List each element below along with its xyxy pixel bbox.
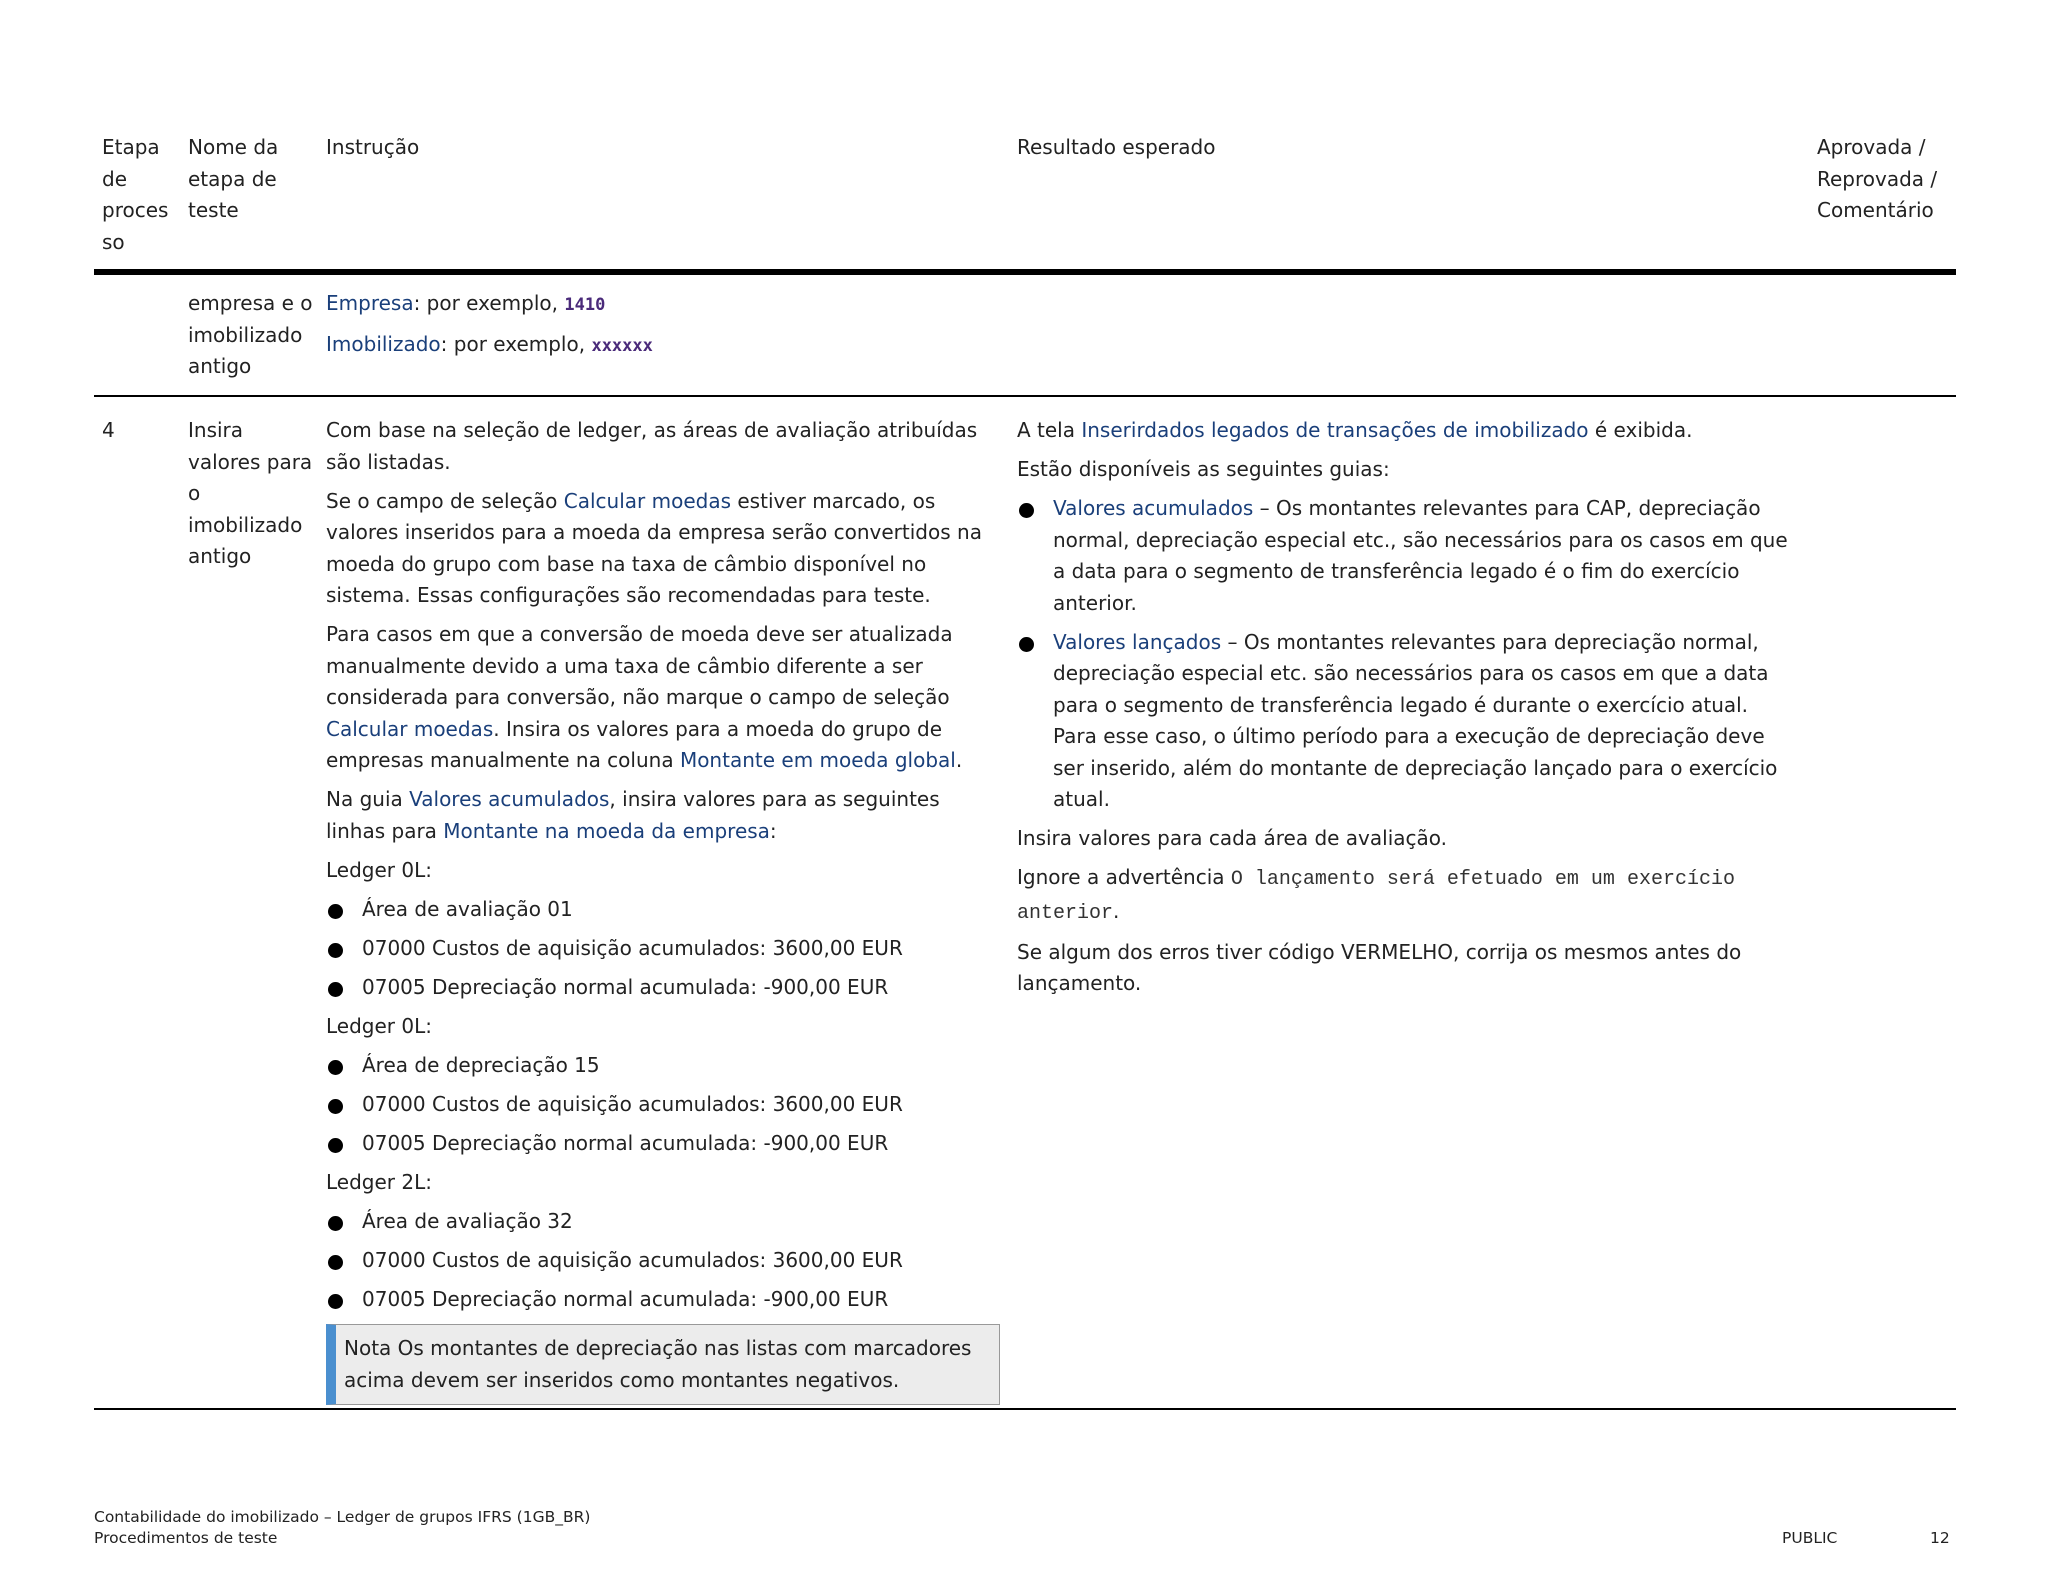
accumulated-values-link[interactable]: Valores acumulados: [409, 787, 610, 811]
result-paragraph: Ignore a advertência O lançamento será efetuado em um exercício anterior.: [1017, 865, 1735, 925]
prev-row-instruction: [326, 288, 1000, 363]
header-step-name: Nome da etapa de teste: [188, 135, 279, 222]
note-box: Nota Os montantes de depreciação nas listas com marcadores acima devem ser inseridos como montantes negativos.: [326, 1324, 1000, 1405]
row4-instruction: [326, 415, 1000, 1405]
instruction-paragraph: Com base na seleção de ledger, as áreas de avaliação atribuídas são listadas.: [326, 418, 978, 474]
instruction-paragraph: Se o campo de seleção Calcular moedas estiver marcado, os valores inseridos para a moeda da empresa serão convertidos na moeda do grupo com base na taxa de câmbio disponível no sistema. Essas configurações são recomendadas para teste.: [326, 488, 982, 607]
calculate-currencies-link[interactable]: Calcular moedas: [326, 716, 494, 741]
ledger-list: [326, 1050, 1000, 1160]
list-item: 07005 Depreciação normal acumulada: -900,00 EUR: [326, 1128, 1000, 1160]
list-item: Valores acumulados – Os montantes relevantes para CAP, depreciação normal, depreciação especial etc., são necessários para os casos em que a data para o segmento de transferência legado é o fim do exercício anterior.: [1017, 493, 1797, 619]
row-divider: [94, 395, 1956, 397]
global-currency-amount-link[interactable]: Montante em moeda global: [679, 748, 956, 772]
result-paragraph: Estão disponíveis as seguintes guias:: [1017, 457, 1390, 481]
row4-step-name: Insira valores para o imobilizado antigo: [188, 418, 313, 568]
header-expected-result: Resultado esperado: [1017, 135, 1216, 159]
asset-link[interactable]: Imobilizado: [326, 332, 441, 356]
header-instruction: Instrução: [326, 135, 420, 159]
legacy-data-screen-link[interactable]: Inserirdados legados de transações de imobilizado: [1081, 418, 1589, 442]
header-step: Etapa de proces so: [102, 135, 169, 254]
posted-values-link[interactable]: Valores lançados: [1053, 629, 1222, 654]
list-item: 07005 Depreciação normal acumulada: -900,00 EUR: [326, 972, 1000, 1004]
tabs-list: [1017, 493, 1797, 816]
list-item: Área de avaliação 32: [326, 1206, 1000, 1238]
instruction-paragraph: Para casos em que a conversão de moeda deve ser atualizada manualmente devido a uma taxa de câmbio diferente a ser considerada para conversão, não marque o campo de seleção Calcular moedas. Insira os valores para a moeda do grupo de empresas manualmente na coluna Montante em moeda global.: [326, 622, 963, 772]
calculate-currencies-link[interactable]: Calcular moedas: [563, 488, 732, 513]
instruction-paragraph: Na guia Valores acumulados, insira valores para as seguintes linhas para Montante na moeda da empresa:: [326, 787, 940, 843]
row4-expected-result: [1017, 415, 1797, 1000]
warning-message-code: O lançamento será efetuado em um exercício anterior: [1017, 868, 1735, 925]
company-line: Empresa: por exemplo, 1410: [326, 291, 606, 315]
header-divider: [94, 269, 1956, 275]
ledger-list: [326, 894, 1000, 1004]
list-item: Área de avaliação 01: [326, 894, 1000, 926]
table-bottom-rule: [94, 1408, 1956, 1410]
list-item: Valores lançados – Os montantes relevantes para depreciação normal, depreciação especial etc. são necessários para os casos em que a data para o segmento de transferência legado é durante o exercício atual. Para esse caso, o último período para a execução de depreciação deve ser inserido, além do montante de depreciação lançado para o exercício atual.: [1017, 627, 1797, 816]
ledger-label: Ledger 0L:: [326, 857, 432, 882]
result-paragraph: Se algum dos erros tiver código VERMELHO, corrija os mesmos antes do lançamento.: [1017, 939, 1742, 995]
company-code: 1410: [564, 295, 606, 315]
result-paragraph: A tela Inserirdados legados de transações de imobilizado é exibida.: [1017, 418, 1693, 442]
asset-line: Imobilizado: por exemplo, xxxxxx: [326, 332, 653, 356]
company-currency-amount-link[interactable]: Montante na moeda da empresa: [443, 818, 770, 843]
footer-classification: PUBLIC: [1782, 1529, 1838, 1547]
list-item: 07000 Custos de aquisição acumulados: 3600,00 EUR: [326, 1245, 1000, 1277]
prev-row-step-name: empresa e o imobilizado antigo: [188, 291, 313, 378]
accumulated-values-link[interactable]: Valores acumulados: [1053, 496, 1254, 520]
list-item: 07005 Depreciação normal acumulada: -900,00 EUR: [326, 1284, 1000, 1316]
row4-step-number: 4: [102, 418, 115, 442]
list-item: Área de depreciação 15: [326, 1050, 1000, 1082]
company-link[interactable]: Empresa: [326, 291, 414, 315]
list-item: 07000 Custos de aquisição acumulados: 3600,00 EUR: [326, 933, 1000, 965]
footer-page-number: 12: [1930, 1529, 1950, 1547]
ledger-list: [326, 1206, 1000, 1316]
header-approval: Aprovada / Reprovada / Comentário: [1817, 135, 1938, 222]
ledger-label: Ledger 0L:: [326, 1013, 432, 1038]
ledger-label: Ledger 2L:: [326, 1169, 432, 1194]
result-paragraph: Insira valores para cada área de avaliação.: [1017, 826, 1448, 850]
footer-document-title: Contabilidade do imobilizado – Ledger de grupos IFRS (1GB_BR) Procedimentos de teste: [94, 1508, 591, 1547]
asset-code: xxxxxx: [591, 336, 653, 356]
list-item: 07000 Custos de aquisição acumulados: 3600,00 EUR: [326, 1089, 1000, 1121]
